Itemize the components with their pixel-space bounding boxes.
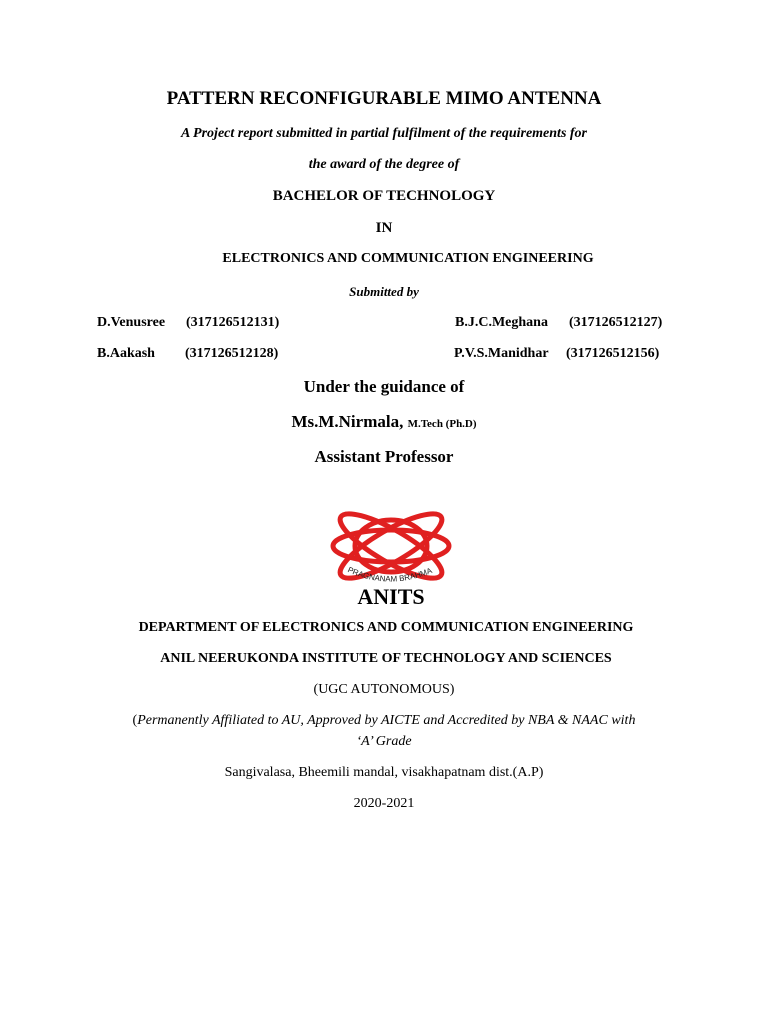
report-title: PATTERN RECONFIGURABLE MIMO ANTENNA [166,88,602,109]
subtitle-line-2: the award of the degree of [308,157,460,172]
logo-arc-text: PRAGNANAM BRAHMA [346,565,434,584]
student-name: D.Venusree [97,315,166,330]
affiliation-paren: ( [132,713,138,728]
student-roll: (317126512127) [569,315,663,330]
academic-year: 2020-2021 [353,796,415,811]
student-roll: (317126512131) [186,315,280,330]
affiliation-text: Permanently Affiliated to AU, Approved by AICTE and Accredited by NBA & NAAC with [137,713,636,728]
autonomous-status: (UGC AUTONOMOUS) [313,682,455,697]
in-word: IN [375,220,393,236]
institute: ANIL NEERUKONDA INSTITUTE OF TECHNOLOGY AND SCIENCES [160,651,612,666]
guide-qualification: M.Tech (Ph.D) [407,418,477,430]
address: Sangivalasa, Bheemili mandal, visakhapatnam dist.(A.P) [224,765,544,780]
guide-line [0,412,768,432]
branch: ELECTRONICS AND COMMUNICATION ENGINEERING [222,251,594,266]
department: DEPARTMENT OF ELECTRONICS AND COMMUNICATION ENGINEERING [138,620,634,635]
submitted-by-label: Submitted by [349,284,419,299]
logo-name: ANITS [357,584,425,608]
student-name: B.Aakash [97,346,155,361]
guide-title: Assistant Professor [314,447,454,466]
affiliation-line-1 [0,713,768,729]
guide-name: Ms.M.Nirmala, [291,412,404,431]
guidance-label: Under the guidance of [303,377,465,396]
student-name: B.J.C.Meghana [455,315,548,330]
student-roll: (317126512128) [185,346,279,361]
subtitle-line-1: A Project report submitted in partial fulfilment of the requirements for [180,126,588,141]
anits-logo [318,510,464,608]
degree: BACHELOR OF TECHNOLOGY [272,188,496,204]
student-roll: (317126512156) [566,346,660,361]
student-name: P.V.S.Manidhar [454,346,549,361]
affiliation-line-2: ‘A’ Grade [356,734,412,749]
